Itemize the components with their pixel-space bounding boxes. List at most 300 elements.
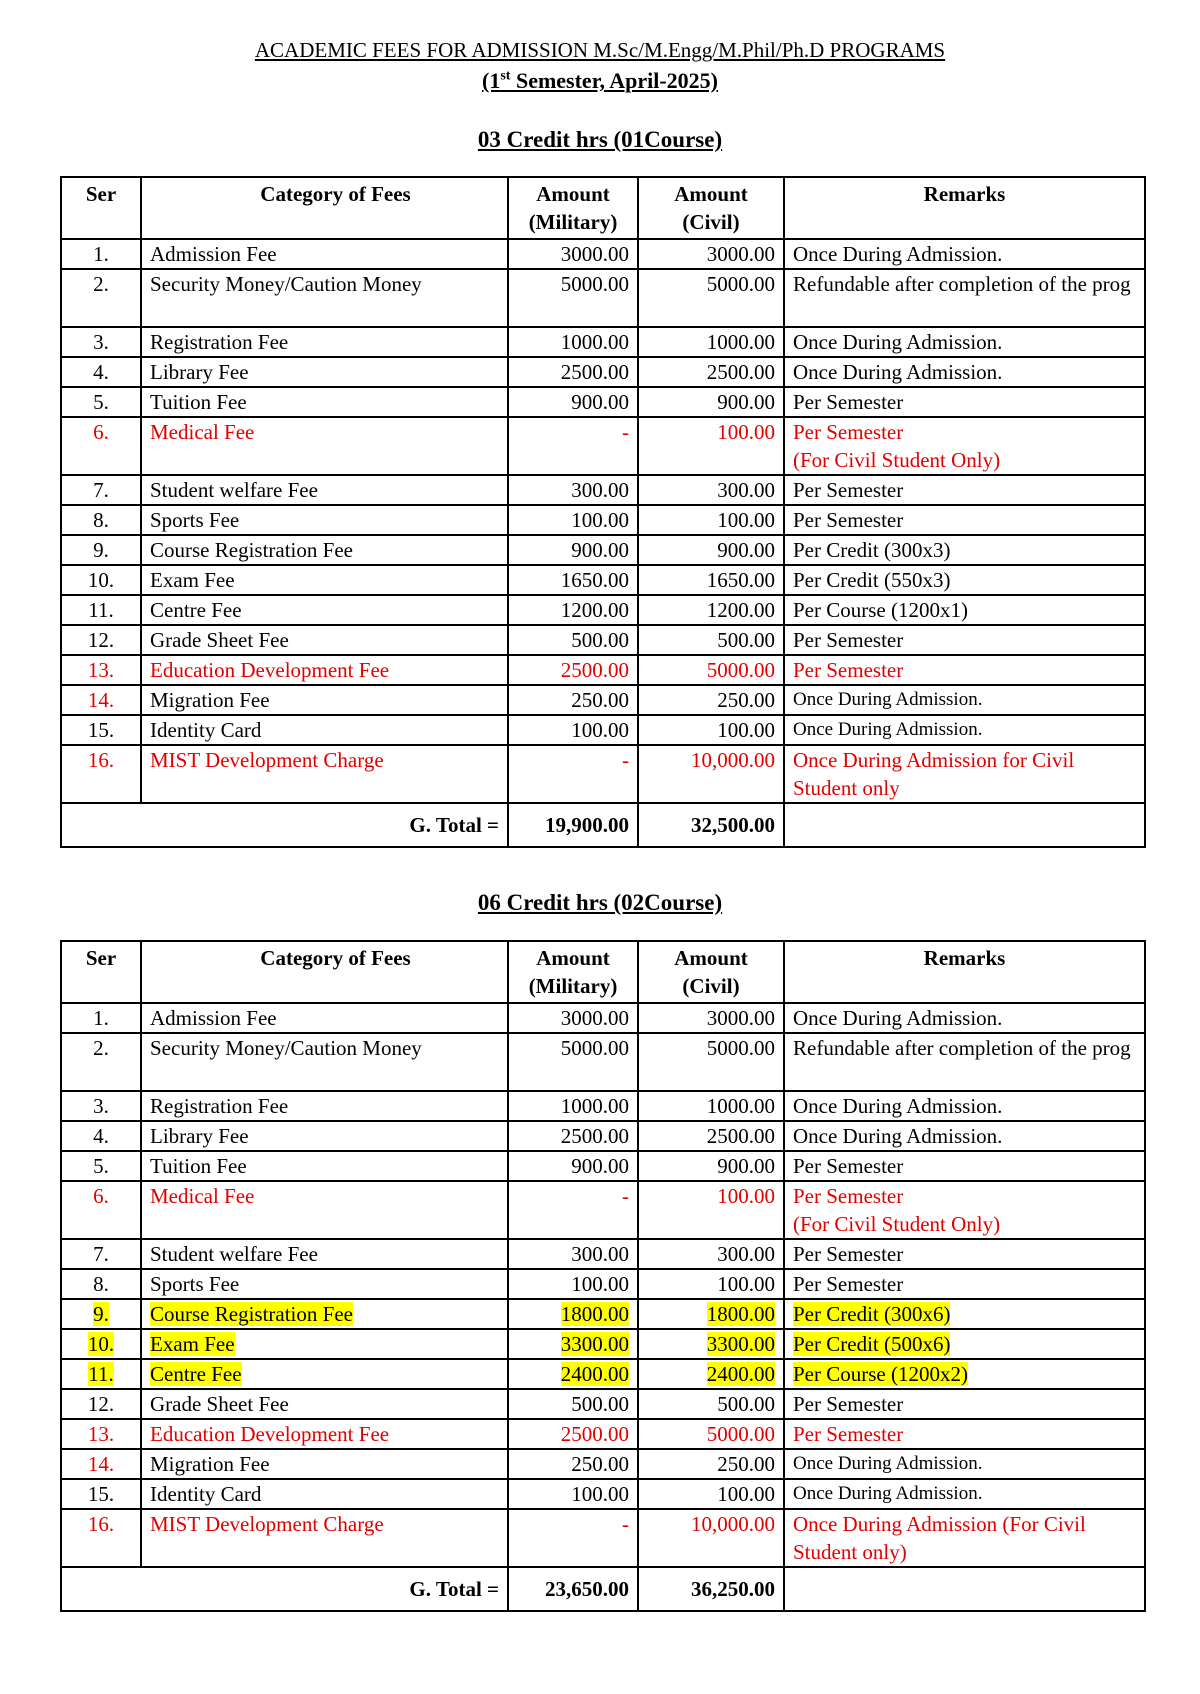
cell-ser	[61, 745, 141, 803]
cell-amount-civil	[638, 387, 784, 417]
cell-remarks-text: Once During Admission.	[793, 330, 1003, 354]
cell-remarks	[784, 745, 1145, 803]
cell-amount-military	[508, 1449, 638, 1479]
cell-remarks	[784, 417, 1145, 475]
cell-amount-military	[508, 1181, 638, 1239]
cell-ser-text: 1.	[93, 242, 109, 266]
cell-amount-military	[508, 1121, 638, 1151]
cell-amount-civil-text: 2500.00	[706, 360, 775, 384]
cell-amount-civil	[638, 239, 784, 269]
cell-category-text: Admission Fee	[150, 1006, 277, 1030]
cell-remarks-text: Per Semester	[793, 658, 904, 682]
cell-ser	[61, 475, 141, 505]
cell-ser	[61, 715, 141, 745]
cell-category-text: Sports Fee	[150, 508, 240, 532]
cell-amount-military-text: 2500.00	[560, 658, 629, 682]
cell-amount-military	[508, 535, 638, 565]
cell-remarks	[784, 505, 1145, 535]
table-row	[61, 655, 1145, 685]
cell-remarks	[784, 475, 1145, 505]
cell-ser-text: 8.	[93, 508, 109, 532]
table-row	[61, 565, 1145, 595]
cell-remarks-text: Once During Admission.	[793, 1094, 1003, 1118]
table-row	[61, 745, 1145, 803]
table-row	[61, 1299, 1145, 1329]
cell-ser	[61, 1419, 141, 1449]
cell-amount-civil	[638, 715, 784, 745]
cell-ser	[61, 1299, 141, 1329]
cell-amount-military	[508, 745, 638, 803]
table-body	[61, 1003, 1145, 1611]
cell-amount-civil-text: 100.00	[717, 508, 775, 532]
cell-remarks-text: Per Credit (300x6)	[793, 1302, 951, 1326]
cell-remarks	[784, 1033, 1145, 1091]
cell-remarks-text: Per Course (1200x1)	[793, 598, 968, 622]
cell-amount-military	[508, 655, 638, 685]
cell-amount-civil-text: 1200.00	[706, 598, 775, 622]
cell-amount-military-text: 300.00	[571, 1242, 629, 1266]
cell-remarks	[784, 715, 1145, 745]
cell-category-text: Identity Card	[150, 1482, 262, 1506]
cell-remarks-note: (For Civil Student Only)	[793, 1212, 1001, 1236]
cell-amount-civil-text: 3300.00	[706, 1332, 775, 1356]
cell-category-text: Centre Fee	[150, 598, 242, 622]
cell-ser	[61, 505, 141, 535]
cell-ser-text: 15.	[87, 1482, 115, 1506]
cell-amount-military	[508, 327, 638, 357]
cell-ser-text: 5.	[93, 1154, 109, 1178]
grand-total-label: G. Total =	[61, 1567, 508, 1611]
table-row	[61, 595, 1145, 625]
cell-amount-military	[508, 1299, 638, 1329]
cell-category	[141, 357, 508, 387]
cell-ser	[61, 1033, 141, 1091]
table-row	[61, 1419, 1145, 1449]
cell-amount-military-text: 250.00	[571, 688, 629, 712]
table-row	[61, 417, 1145, 475]
cell-amount-military-text: 1650.00	[560, 568, 629, 592]
cell-amount-military	[508, 1419, 638, 1449]
cell-amount-military-text: 1000.00	[560, 1094, 629, 1118]
cell-remarks	[784, 269, 1145, 327]
cell-amount-civil-text: 1000.00	[706, 1094, 775, 1118]
cell-remarks	[784, 535, 1145, 565]
table-row	[61, 1033, 1145, 1091]
cell-ser	[61, 1359, 141, 1389]
grand-total-military: 23,650.00	[508, 1567, 638, 1611]
grand-total-civil: 32,500.00	[638, 803, 784, 847]
cell-remarks	[784, 1181, 1145, 1239]
cell-category	[141, 1329, 508, 1359]
cell-amount-civil-text: 1650.00	[706, 568, 775, 592]
col-ser: Ser	[61, 941, 141, 1003]
cell-category	[141, 1151, 508, 1181]
table-row	[61, 1151, 1145, 1181]
cell-ser	[61, 1389, 141, 1419]
cell-remarks-text: Per Credit (500x6)	[793, 1332, 951, 1356]
cell-category	[141, 417, 508, 475]
cell-amount-civil	[638, 1449, 784, 1479]
cell-amount-military-text: 5000.00	[560, 1036, 629, 1060]
cell-ser-text: 11.	[88, 598, 114, 622]
cell-category	[141, 1419, 508, 1449]
cell-remarks	[784, 327, 1145, 357]
cell-amount-civil-text: 2400.00	[706, 1362, 775, 1386]
cell-ser	[61, 1239, 141, 1269]
cell-amount-military	[508, 1091, 638, 1121]
cell-ser	[61, 1121, 141, 1151]
cell-ser-text: 6.	[93, 420, 109, 444]
cell-ser-text: 4.	[93, 360, 109, 384]
cell-category-text: Admission Fee	[150, 242, 277, 266]
cell-ser-text: 8.	[93, 1272, 109, 1296]
table-header-row	[61, 177, 1145, 239]
cell-amount-civil-text: 1800.00	[706, 1302, 775, 1326]
cell-amount-military-text: 100.00	[571, 1482, 629, 1506]
cell-category-text: Medical Fee	[150, 420, 255, 444]
cell-amount-civil	[638, 475, 784, 505]
cell-remarks-text: Once During Admission.	[793, 1483, 983, 1504]
cell-amount-civil	[638, 1299, 784, 1329]
cell-category	[141, 505, 508, 535]
cell-remarks	[784, 1359, 1145, 1389]
cell-amount-civil-text: 5000.00	[706, 1036, 775, 1060]
cell-amount-civil	[638, 417, 784, 475]
cell-remarks	[784, 1329, 1145, 1359]
cell-category	[141, 625, 508, 655]
cell-amount-civil-text: 300.00	[717, 478, 775, 502]
cell-amount-military-text: 100.00	[571, 508, 629, 532]
cell-ser-text: 15.	[87, 718, 115, 742]
cell-category-text: Medical Fee	[150, 1184, 255, 1208]
cell-ser	[61, 655, 141, 685]
cell-amount-civil-text: 900.00	[717, 538, 775, 562]
cell-remarks-text: Per Credit (300x3)	[793, 538, 951, 562]
cell-remarks	[784, 1419, 1145, 1449]
cell-amount-civil-text: 900.00	[717, 1154, 775, 1178]
cell-category	[141, 1033, 508, 1091]
table-row	[61, 1359, 1145, 1389]
cell-category	[141, 685, 508, 715]
cell-remarks-text: Per Semester	[793, 1184, 904, 1208]
cell-ser	[61, 595, 141, 625]
cell-amount-civil-text: 100.00	[717, 1482, 775, 1506]
cell-ser-text: 13.	[87, 1422, 115, 1446]
cell-category-text: Identity Card	[150, 718, 262, 742]
cell-amount-military-text: 900.00	[571, 538, 629, 562]
table-row	[61, 1269, 1145, 1299]
cell-remarks	[784, 387, 1145, 417]
cell-amount-military	[508, 387, 638, 417]
grand-total-remarks-empty	[784, 1567, 1145, 1611]
cell-remarks-text: Per Semester	[793, 1272, 904, 1296]
cell-remarks-text: Once During Admission.	[793, 1124, 1003, 1148]
table-row	[61, 505, 1145, 535]
cell-category	[141, 1003, 508, 1033]
cell-amount-civil	[638, 1359, 784, 1389]
table-body	[61, 239, 1145, 847]
cell-category	[141, 1091, 508, 1121]
cell-amount-civil	[638, 625, 784, 655]
cell-amount-civil	[638, 1269, 784, 1299]
table-row	[61, 1121, 1145, 1151]
cell-remarks	[784, 655, 1145, 685]
grand-total-remarks-empty	[784, 803, 1145, 847]
col-ser: Ser	[61, 177, 141, 239]
cell-remarks	[784, 1509, 1145, 1567]
cell-category	[141, 745, 508, 803]
cell-amount-military-text: 100.00	[571, 718, 629, 742]
cell-amount-civil	[638, 357, 784, 387]
cell-amount-military-text: 2500.00	[560, 1124, 629, 1148]
table-row	[61, 625, 1145, 655]
col-category: Category of Fees	[141, 941, 508, 1003]
cell-remarks-text: Per Semester	[793, 628, 904, 652]
cell-category	[141, 1389, 508, 1419]
cell-category-text: Migration Fee	[150, 688, 270, 712]
col-remarks: Remarks	[784, 941, 1145, 1003]
table-header-row	[61, 941, 1145, 1003]
cell-ser-text: 14.	[87, 1452, 115, 1476]
cell-amount-military-text: 100.00	[571, 1272, 629, 1296]
cell-remarks	[784, 595, 1145, 625]
cell-ser-text: 11.	[88, 1362, 114, 1386]
grand-total-military: 19,900.00	[508, 803, 638, 847]
cell-amount-civil	[638, 1181, 784, 1239]
cell-amount-civil	[638, 1239, 784, 1269]
cell-category	[141, 595, 508, 625]
cell-remarks	[784, 1389, 1145, 1419]
cell-ser-text: 13.	[87, 658, 115, 682]
cell-category-text: Registration Fee	[150, 330, 289, 354]
cell-amount-military-text: -	[622, 420, 629, 444]
cell-category	[141, 475, 508, 505]
cell-remarks-text: Once During Admission for Civil Student only	[793, 748, 1075, 800]
cell-remarks	[784, 1091, 1145, 1121]
cell-remarks	[784, 1121, 1145, 1151]
table-row	[61, 1449, 1145, 1479]
cell-amount-civil	[638, 535, 784, 565]
col-amount-military: Amount (Military)	[508, 941, 638, 1003]
cell-ser-text: 4.	[93, 1124, 109, 1148]
cell-category	[141, 387, 508, 417]
cell-remarks-text: Per Semester	[793, 1392, 904, 1416]
col-amount-military: Amount (Military)	[508, 177, 638, 239]
cell-amount-civil	[638, 269, 784, 327]
cell-amount-civil	[638, 327, 784, 357]
cell-remarks-text: Per Semester	[793, 1242, 904, 1266]
cell-category	[141, 1479, 508, 1509]
cell-remarks-text: Per Semester	[793, 390, 904, 414]
cell-amount-military-text: 500.00	[571, 1392, 629, 1416]
cell-amount-civil-text: 100.00	[717, 420, 775, 444]
cell-amount-military	[508, 1479, 638, 1509]
cell-amount-civil-text: 3000.00	[706, 1006, 775, 1030]
cell-ser-text: 14.	[87, 688, 115, 712]
cell-ser	[61, 1269, 141, 1299]
cell-amount-civil	[638, 1419, 784, 1449]
cell-remarks	[784, 1449, 1145, 1479]
cell-ser	[61, 387, 141, 417]
cell-amount-military	[508, 715, 638, 745]
cell-amount-military-text: 3000.00	[560, 1006, 629, 1030]
table-2-heading: 06 Credit hrs (02Course)	[477, 890, 723, 915]
cell-amount-military	[508, 1003, 638, 1033]
cell-amount-military	[508, 475, 638, 505]
cell-ser-text: 12.	[87, 628, 115, 652]
cell-remarks-text: Once During Admission (For Civil Student only)	[793, 1512, 1086, 1564]
cell-amount-civil	[638, 1509, 784, 1567]
cell-category-text: Grade Sheet Fee	[150, 628, 289, 652]
cell-ser-text: 1.	[93, 1006, 109, 1030]
cell-amount-civil	[638, 1091, 784, 1121]
cell-category-text: Security Money/Caution Money	[150, 1036, 422, 1060]
cell-amount-civil-text: 3000.00	[706, 242, 775, 266]
cell-ser	[61, 357, 141, 387]
cell-amount-military-text: 3300.00	[560, 1332, 629, 1356]
cell-category	[141, 1181, 508, 1239]
cell-category-text: Tuition Fee	[150, 1154, 247, 1178]
cell-amount-military-text: 3000.00	[560, 242, 629, 266]
table-1-heading: 03 Credit hrs (01Course)	[477, 127, 723, 152]
cell-ser-text: 16.	[87, 748, 115, 772]
cell-amount-civil-text: 5000.00	[706, 1422, 775, 1446]
cell-amount-military	[508, 1329, 638, 1359]
cell-category-text: Library Fee	[150, 1124, 249, 1148]
cell-category	[141, 715, 508, 745]
cell-remarks	[784, 565, 1145, 595]
cell-category-text: Student welfare Fee	[150, 1242, 318, 1266]
cell-amount-military	[508, 269, 638, 327]
grand-total-row	[61, 803, 1145, 847]
cell-amount-civil-text: 250.00	[717, 1452, 775, 1476]
cell-ser	[61, 1479, 141, 1509]
cell-remarks	[784, 357, 1145, 387]
cell-category-text: Course Registration Fee	[150, 538, 353, 562]
cell-amount-civil	[638, 565, 784, 595]
table-row	[61, 715, 1145, 745]
cell-category	[141, 1359, 508, 1389]
cell-category	[141, 565, 508, 595]
cell-amount-military-text: 2500.00	[560, 1422, 629, 1446]
cell-amount-civil-text: 100.00	[717, 1184, 775, 1208]
cell-amount-civil	[638, 1003, 784, 1033]
cell-amount-civil-text: 500.00	[717, 1392, 775, 1416]
cell-remarks	[784, 1151, 1145, 1181]
cell-ser	[61, 417, 141, 475]
cell-amount-military	[508, 565, 638, 595]
cell-remarks-text: Once During Admission.	[793, 1453, 983, 1474]
cell-amount-military-text: -	[622, 1512, 629, 1536]
table-row	[61, 357, 1145, 387]
cell-amount-military-text: -	[622, 1184, 629, 1208]
cell-amount-military	[508, 417, 638, 475]
cell-category-text: Centre Fee	[150, 1362, 242, 1386]
cell-ser-text: 7.	[93, 1242, 109, 1266]
cell-amount-civil	[638, 1329, 784, 1359]
cell-amount-civil-text: 900.00	[717, 390, 775, 414]
cell-amount-military	[508, 1033, 638, 1091]
cell-amount-military	[508, 505, 638, 535]
table-row	[61, 327, 1145, 357]
cell-remarks-text: Per Semester	[793, 1422, 904, 1446]
cell-amount-civil-text: 100.00	[717, 1272, 775, 1296]
cell-ser-text: 10.	[87, 568, 115, 592]
cell-remarks	[784, 1479, 1145, 1509]
cell-category-text: Student welfare Fee	[150, 478, 318, 502]
cell-category-text: Course Registration Fee	[150, 1302, 353, 1326]
cell-ser-text: 7.	[93, 478, 109, 502]
cell-category-text: Security Money/Caution Money	[150, 272, 422, 296]
cell-category	[141, 1121, 508, 1151]
cell-amount-military-text: 2500.00	[560, 360, 629, 384]
cell-ser	[61, 327, 141, 357]
cell-amount-civil	[638, 745, 784, 803]
cell-amount-civil-text: 100.00	[717, 718, 775, 742]
cell-category	[141, 269, 508, 327]
cell-ser-text: 3.	[93, 1094, 109, 1118]
cell-ser-text: 2.	[93, 272, 109, 296]
cell-amount-civil	[638, 1479, 784, 1509]
table-row	[61, 1389, 1145, 1419]
cell-amount-military-text: 500.00	[571, 628, 629, 652]
cell-remarks-text: Refundable after completion of the prog	[793, 272, 1131, 296]
cell-amount-civil-text: 5000.00	[706, 658, 775, 682]
table-row	[61, 1091, 1145, 1121]
cell-amount-military	[508, 1239, 638, 1269]
cell-amount-civil	[638, 655, 784, 685]
cell-remarks	[784, 625, 1145, 655]
cell-category	[141, 1509, 508, 1567]
cell-category	[141, 1449, 508, 1479]
grand-total-row	[61, 1567, 1145, 1611]
cell-category-text: Education Development Fee	[150, 1422, 390, 1446]
col-amount-civil: Amount (Civil)	[638, 177, 784, 239]
cell-amount-military	[508, 1359, 638, 1389]
cell-amount-military	[508, 625, 638, 655]
cell-amount-military	[508, 1389, 638, 1419]
cell-category	[141, 535, 508, 565]
cell-category-text: Education Development Fee	[150, 658, 390, 682]
cell-amount-civil	[638, 1151, 784, 1181]
document-title: ACADEMIC FEES FOR ADMISSION M.Sc/M.Engg/M.Phil/Ph.D PROGRAMS	[254, 38, 946, 62]
cell-amount-civil	[638, 1389, 784, 1419]
cell-remarks-text: Per Semester	[793, 478, 904, 502]
cell-amount-civil-text: 1000.00	[706, 330, 775, 354]
cell-category-text: Tuition Fee	[150, 390, 247, 414]
table-row	[61, 1181, 1145, 1239]
fees-table-3-credit	[60, 176, 1146, 848]
cell-category	[141, 327, 508, 357]
cell-amount-civil-text: 250.00	[717, 688, 775, 712]
cell-ser-text: 3.	[93, 330, 109, 354]
cell-amount-civil	[638, 685, 784, 715]
cell-category	[141, 1269, 508, 1299]
cell-amount-military	[508, 1509, 638, 1567]
cell-ser-text: 10.	[87, 1332, 115, 1356]
table-row	[61, 387, 1145, 417]
cell-amount-military	[508, 1151, 638, 1181]
cell-ser	[61, 685, 141, 715]
cell-ser	[61, 269, 141, 327]
col-remarks: Remarks	[784, 177, 1145, 239]
cell-amount-military	[508, 357, 638, 387]
table-row	[61, 1479, 1145, 1509]
cell-category-text: Exam Fee	[150, 1332, 235, 1356]
cell-remarks-text: Refundable after completion of the prog	[793, 1036, 1131, 1060]
table-row	[61, 685, 1145, 715]
cell-remarks-text: Once During Admission.	[793, 242, 1003, 266]
